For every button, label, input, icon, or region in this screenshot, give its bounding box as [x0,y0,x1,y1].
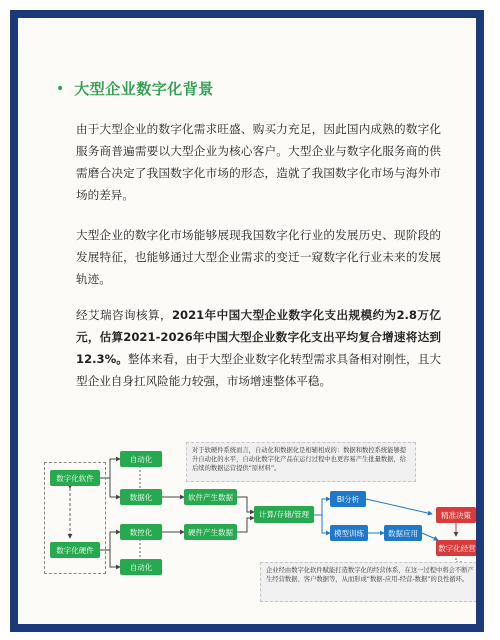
note-automation-data: 对于软硬件系统而言，自动化和数据化是相辅相成的：数据和数控系统能够提升自动化的水平，自动化数字化产品在运行过程中也更容易产生批量数据，给后续的数据运营提供“原材料”。 [186,442,416,482]
paragraph-3-intro: 经艾瑞咨询核算， [76,308,172,322]
hardware-data-box: 硬件产生数据 [184,524,237,540]
automation-box-bottom: 自动化 [120,559,162,575]
paragraph-3-highlight: 2021年中国大型企业数字化支出规模约为2.8万亿元，估算2021-2026年中国大型企业数字化支出平均复合增速将达到12.3%。 [76,308,441,366]
paragraph-3 [76,304,441,392]
software-box: 数字化软件 [50,470,100,486]
digitalization-diagram [42,436,476,616]
page-frame [10,10,484,632]
digital-operation-box: 数字化经营 [436,540,476,556]
automation-box-top: 自动化 [120,451,162,467]
paragraph-2: 大型企业的数字化市场能够展现我国数字化行业的发展历史、现阶段的发展特征，也能够通过大型企业需求的变迁一窥数字化行业未来的发展轨迹。 [76,228,441,286]
bi-analysis-box: BI分析 [330,491,366,507]
section-title: 大型企业数字化背景 [74,80,214,98]
hardware-box: 数字化硬件 [50,542,100,558]
numeric-control-box: 数控化 [120,524,162,540]
precise-decision-box: 精准决策 [436,507,476,523]
model-training-box: 模型训练 [330,525,368,541]
digitization-box-top: 数据化 [120,489,162,505]
paragraph-3-conclusion: 整体来看，由于大型企业数字化转型需求具备相对刚性，且大型企业自身扛风险能力较强，市场增速整体平稳。 [76,352,441,388]
data-application-box: 数据应用 [384,525,422,541]
software-data-box: 软件产生数据 [184,489,237,505]
document-page [18,18,476,624]
note-operation-loop: 企业经由数字化软件赋能打造数字化的经营体系，在这一过程中将会不断产生经营数据、客户数据等，从而形成“数据-应用-经营-数据”的良性循环。 [260,562,476,602]
paragraph-1: 由于大型企业的数字化需求旺盛、购买力充足，因此国内成熟的数字化服务商普遍需要以大型企业为核心客户。大型企业与数字化服务商的供需磨合决定了我国数字化市场的形态，造就了我国数字化市场与海外市场的差异。 [76,122,441,202]
compute-storage-box: 计算/存储/管理 [254,506,314,523]
bullet-icon: • [56,80,65,97]
section-heading [56,78,214,99]
